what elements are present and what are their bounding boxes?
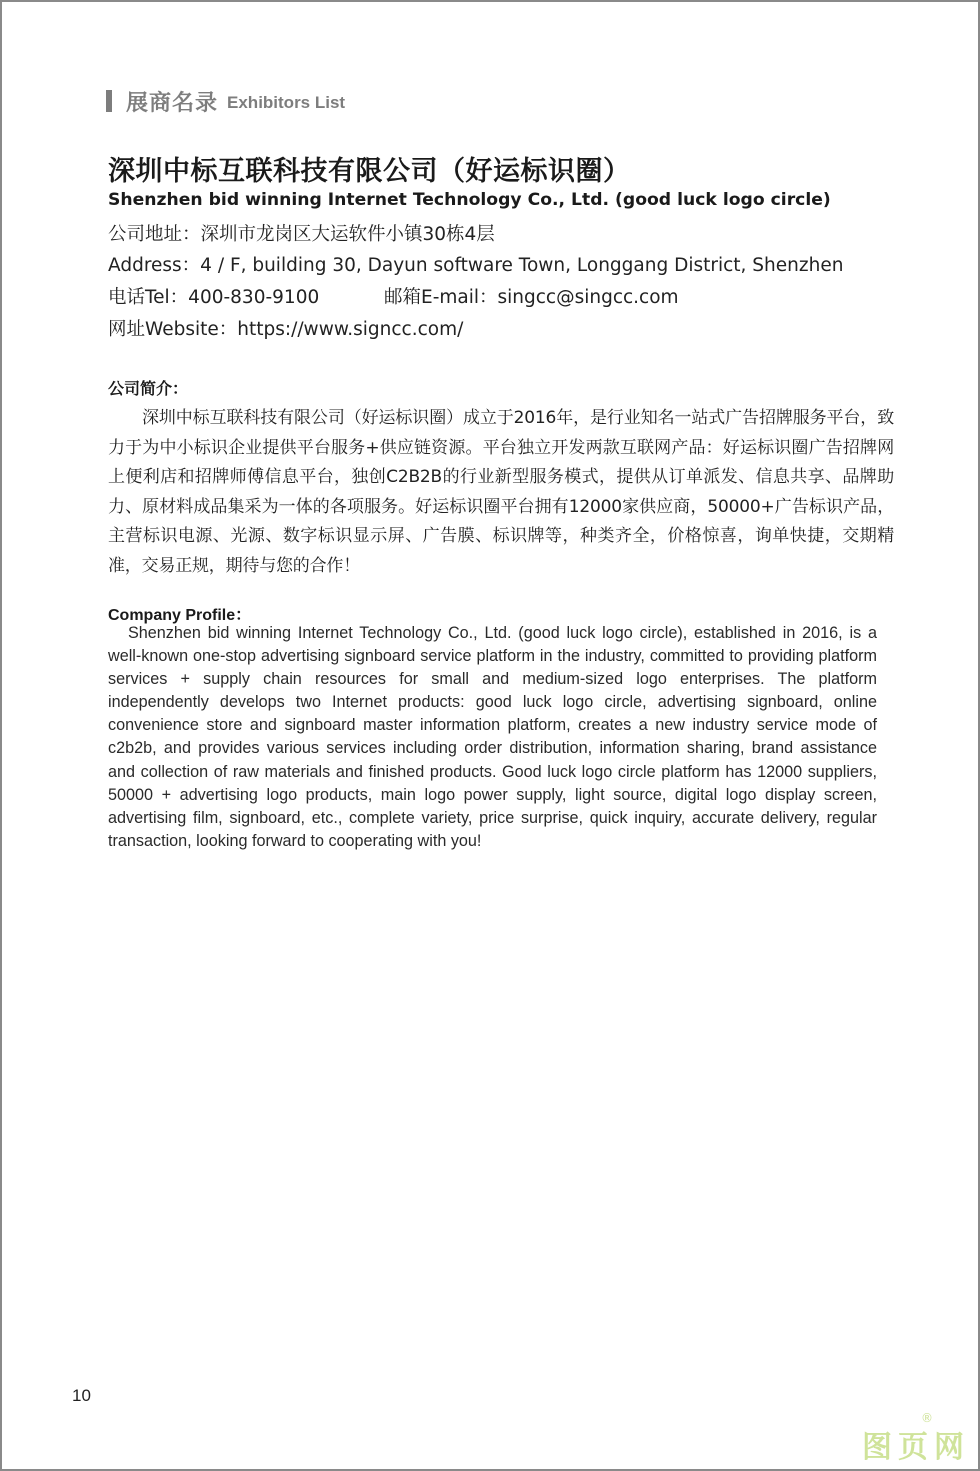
telephone: 电话Tel：400-830-9100: [108, 287, 320, 308]
company-name-zh: 深圳中标互联科技有限公司（好运标识圈）: [108, 156, 631, 187]
contact-line: [108, 283, 679, 309]
page-number: 10: [72, 1386, 91, 1405]
section-title-en: Exhibitors List: [227, 93, 346, 112]
profile-text-en: Shenzhen bid winning Internet Technology Co., Ltd. (good luck logo circle), established in 2016, is a well-known one-stop advertising signboard service platform in the industry, committed to providing platform services + supply chain resources for small and medium-sized logo enterprises. The platform independently develops two Internet products: good luck logo circle, advertising signboard, online convenience store and signboard master information platform, creates a new industry service mode of c2b2b, and provides various services including order distribution, information sharing, brand assistance and collection of raw materials and finished products. Good luck logo circle platform has 12000 suppliers, 50000 + advertising logo products, main logo power supply, light source, digital logo display screen, advertising film, signboard, etc., complete variety, price surprise, quick inquiry, accurate delivery, regular transaction, looking forward to cooperating with you!: [108, 624, 877, 850]
website[interactable]: 网址Website：https://www.signcc.com/: [108, 319, 464, 340]
section-title-zh: 展商名录: [126, 90, 219, 116]
address-zh: 公司地址：深圳市龙岗区大运软件小镇30栋4层: [108, 224, 495, 245]
header-accent-bar: [106, 90, 112, 112]
address-en: Address：4 / F, building 30, Dayun software Town, Longgang District, Shenzhen: [108, 255, 844, 276]
profile-label-zh: 公司简介：: [108, 379, 189, 398]
watermark-logo: 图页网: [862, 1430, 970, 1465]
company-name-en: Shenzhen bid winning Internet Technology Co., Ltd. (good luck logo circle): [108, 190, 831, 210]
profile-text-zh: 深圳中标互联科技有限公司（好运标识圈）成立于2016年，是行业知名一站式广告招牌服务平台，致力于为中小标识企业提供平台服务+供应链资源。平台独立开发两款互联网产品：好运标识圈广告招牌网上便利店和招牌师傅信息平台，独创C2B2B的行业新型服务模式，提供从订单派发、信息共享、品牌助力、原材料成品集采为一体的各项服务。好运标识圈平台拥有12000家供应商，50000+广告标识产品，主营标识电源、光源、数字标识显示屏、广告膜、标识牌等，种类齐全，价格惊喜，询单快捷，交期精准，交易正规，期待与您的合作！: [108, 408, 894, 576]
registered-mark-icon: ®: [921, 1411, 933, 1425]
profile-label-en: Company Profile：: [108, 607, 252, 624]
section-header: [106, 86, 345, 116]
email[interactable]: 邮箱E-mail：singcc@singcc.com: [384, 287, 679, 308]
